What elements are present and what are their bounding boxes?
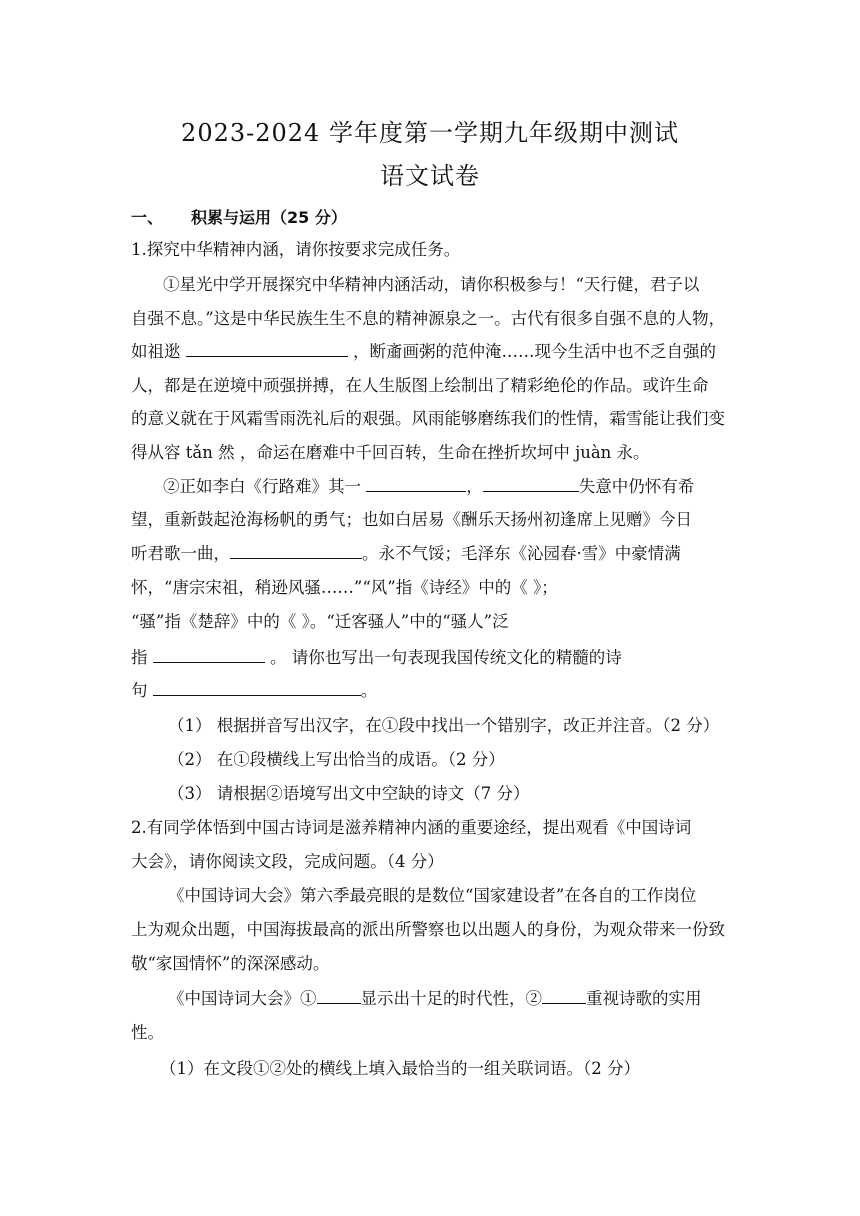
- exam-title: 2023-2024 学年度第一学期九年级期中测试: [181, 119, 679, 147]
- q2-passage-line: 性。: [131, 1023, 164, 1042]
- q2-passage-line: 《中国诗词大会》第六季最亮眼的是数位“国家建设者”在各自的工作岗位: [168, 886, 697, 905]
- q1-p1-line: 如祖逖 ，断齑画粥的范仲淹……现今生活中也不乏自强的: [131, 342, 716, 361]
- q1-p2-line: 句 。: [131, 681, 378, 700]
- answer-blank[interactable]: [153, 648, 265, 663]
- answer-blank[interactable]: [186, 342, 348, 357]
- answer-blank[interactable]: [230, 544, 362, 559]
- q2-intro-line: 2.有同学体悟到中国古诗词是滋养精神内涵的重要途经，提出观看《中国诗词: [131, 818, 692, 837]
- answer-blank[interactable]: [366, 477, 466, 492]
- q1-p1-line: ①星光中学开展探究中华精神内涵活动，请你积极参与！“天行健，君子以: [163, 275, 700, 294]
- section-label: 积累与运用（25 分）: [191, 208, 347, 227]
- answer-blank[interactable]: [153, 681, 361, 696]
- q1-p2-line: 指 。 请你也写出一句表现我国传统文化的精髓的诗: [131, 648, 622, 667]
- section-heading: [131, 205, 347, 228]
- q2-passage-line: 《中国诗词大会》① 显示出十足的时代性，② 重视诗歌的实用: [168, 989, 702, 1008]
- q2-sub-question: （1）在文段①②处的横线上填入最恰当的一组关联词语。（2 分）: [160, 1059, 640, 1078]
- q1-p2-line: 怀，“唐宗宋祖，稍逊风骚……”“风”指《诗经》中的《 》；: [131, 578, 558, 597]
- q2-intro-line: 大会》，请你阅读文段，完成问题。（4 分）: [131, 852, 444, 871]
- q1-p1-line: 自强不息。”这是中华民族生生不息的精神源泉之一。古代有很多自强不息的人物，: [131, 309, 726, 328]
- answer-blank[interactable]: [317, 989, 361, 1004]
- q1-p2-line: ②正如李白《行路难》其一 ， 失意中仍怀有希: [163, 477, 695, 496]
- exam-subtitle: 语文试卷: [380, 162, 480, 190]
- q1-p2-line: “骚”指《楚辞》中的《 》。“迁客骚人”中的“骚人”泛: [131, 612, 509, 631]
- q1-sub-question: （1） 根据拼音写出汉字，在①段中找出一个错别字，改正并注音。（2 分）: [168, 716, 720, 735]
- q1-p2-line: 望，重新鼓起沧海杨帆的勇气；也如白居易《酬乐天扬州初逢席上见赠》今日: [131, 510, 692, 529]
- q1-sub-question: （2） 在①段横线上写出恰当的成语。（2 分）: [168, 750, 505, 769]
- q1-intro: 1.探究中华精神内涵，请你按要求完成任务。: [131, 240, 461, 259]
- answer-blank[interactable]: [542, 989, 586, 1004]
- q2-passage-line: 上为观众出题，中国海拔最高的派出所警察也以出题人的身份，为观众带来一份致: [131, 920, 725, 939]
- q1-p1-line: 得从容 tǎn 然 ，命运在磨难中千回百转，生命在挫折坎坷中 juàn 永。: [131, 443, 650, 462]
- answer-blank[interactable]: [483, 477, 579, 492]
- q2-passage-line: 敬“家国情怀”的深深感动。: [131, 954, 330, 973]
- q1-p2-line: 听君歌一曲， 。永不气馁；毛泽东《沁园春·雪》中豪情满: [131, 544, 681, 563]
- q1-p1-line: 人，都是在逆境中顽强拼搏，在人生版图上绘制出了精彩绝伦的作品。或许生命: [131, 376, 709, 395]
- section-number: 一、: [131, 208, 164, 227]
- q1-sub-question: （3） 请根据②语境写出文中空缺的诗文（7 分）: [168, 784, 530, 803]
- q1-p1-line: 的意义就在于风霜雪雨洗礼后的艰强。风雨能够磨练我们的性情，霜雪能让我们变: [131, 409, 725, 428]
